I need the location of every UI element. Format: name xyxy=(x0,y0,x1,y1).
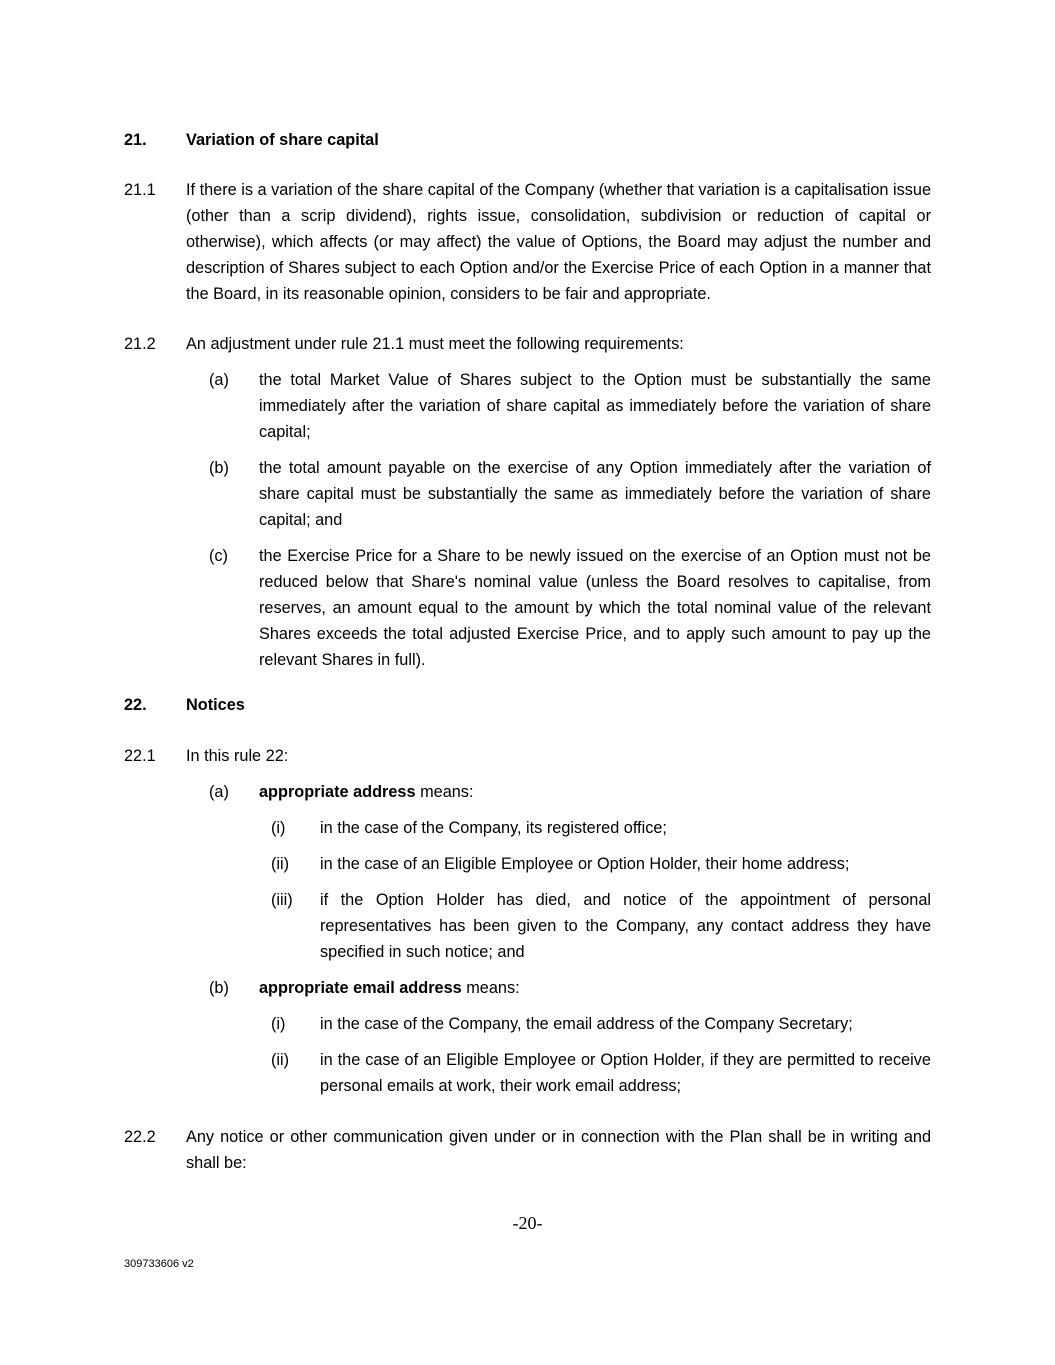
clause-22-1-number: 22.1 xyxy=(124,747,156,765)
section-22-title: Notices xyxy=(186,696,245,714)
clause-22-1-a-i-label: (i) xyxy=(271,819,286,837)
clause-22-1-b-i-text: in the case of the Company, the email address of the Company Secretary; xyxy=(320,1015,853,1033)
clause-22-1-a-iii-text: if the Option Holder has died, and notice of the appointment of personal representatives has been given to the Company, any contact address they have specified in such notice; and xyxy=(320,891,931,961)
definition-suffix: means: xyxy=(461,979,520,997)
clause-21-2-a-label: (a) xyxy=(209,371,229,389)
defined-term-appropriate-address: appropriate address xyxy=(259,783,416,801)
clause-22-1-b-ii-text: in the case of an Eligible Employee or Option Holder, if they are permitted to receive personal emails at work, their work email address; xyxy=(320,1051,931,1095)
clause-22-1-a-label: (a) xyxy=(209,783,229,801)
clause-21-2-text: An adjustment under rule 21.1 must meet the following requirements: xyxy=(186,335,684,353)
clause-22-1-b-label: (b) xyxy=(209,979,229,997)
clause-22-1-b-definition xyxy=(259,975,931,1001)
clause-21-2-a-text: the total Market Value of Shares subject to the Option must be substantially the same immediately after the variation of share capital as immediately before the variation of share capital; xyxy=(259,371,931,441)
definition-suffix: means: xyxy=(415,783,474,801)
clause-21-2-b-label: (b) xyxy=(209,459,229,477)
clause-22-1-b-ii-label: (ii) xyxy=(271,1051,290,1069)
clause-21-2-number: 21.2 xyxy=(124,335,156,353)
clause-21-1-text: If there is a variation of the share capital of the Company (whether that variation is a capitalisation issue (other than a scrip dividend), rights issue, consolidation, subdivision or reduction of capital or otherwise), which affects (or may affect) the value of Options, the Board may adjust the number and description of Shares subject to each Option and/or the Exercise Price of each Option in a manner that the Board, in its reasonable opinion, considers to be fair and appropriate. xyxy=(186,181,931,303)
clause-21-2-c-label: (c) xyxy=(209,547,228,565)
section-21-number: 21. xyxy=(124,131,147,149)
page-number: -20- xyxy=(512,1213,543,1233)
clause-22-1-a-definition xyxy=(259,779,931,805)
clause-22-2-text: Any notice or other communication given under or in connection with the Plan shall be in writing and shall be: xyxy=(186,1128,931,1172)
clause-22-2-number: 22.2 xyxy=(124,1128,156,1146)
clause-22-1-b-i-label: (i) xyxy=(271,1015,286,1033)
document-reference: 309733606 v2 xyxy=(124,1258,194,1270)
clause-21-2-c-text: the Exercise Price for a Share to be newly issued on the exercise of an Option must not be reduced below that Share's nominal value (unless the Board resolves to capitalise, from reserves, an amount equal to the amount by which the total nominal value of the relevant Shares exceeds the total adjusted Exercise Price, and to apply such amount to pay up the relevant Shares in full). xyxy=(259,547,931,669)
clause-22-1-a-ii-label: (ii) xyxy=(271,855,290,873)
clause-21-2-b-text: the total amount payable on the exercise of any Option immediately after the variation of share capital must be substantially the same as immediately before the variation of share capital; and xyxy=(259,459,931,529)
defined-term-appropriate-email-address: appropriate email address xyxy=(259,979,462,997)
clause-22-1-a-i-text: in the case of the Company, its registered office; xyxy=(320,819,667,837)
clause-22-1-a-iii-label: (iii) xyxy=(271,891,293,909)
clause-22-1-a-ii-text: in the case of an Eligible Employee or Option Holder, their home address; xyxy=(320,855,850,873)
section-22-number: 22. xyxy=(124,696,147,714)
clause-21-1-number: 21.1 xyxy=(124,181,156,199)
clause-22-1-text: In this rule 22: xyxy=(186,747,289,765)
section-21-title: Variation of share capital xyxy=(186,131,379,149)
